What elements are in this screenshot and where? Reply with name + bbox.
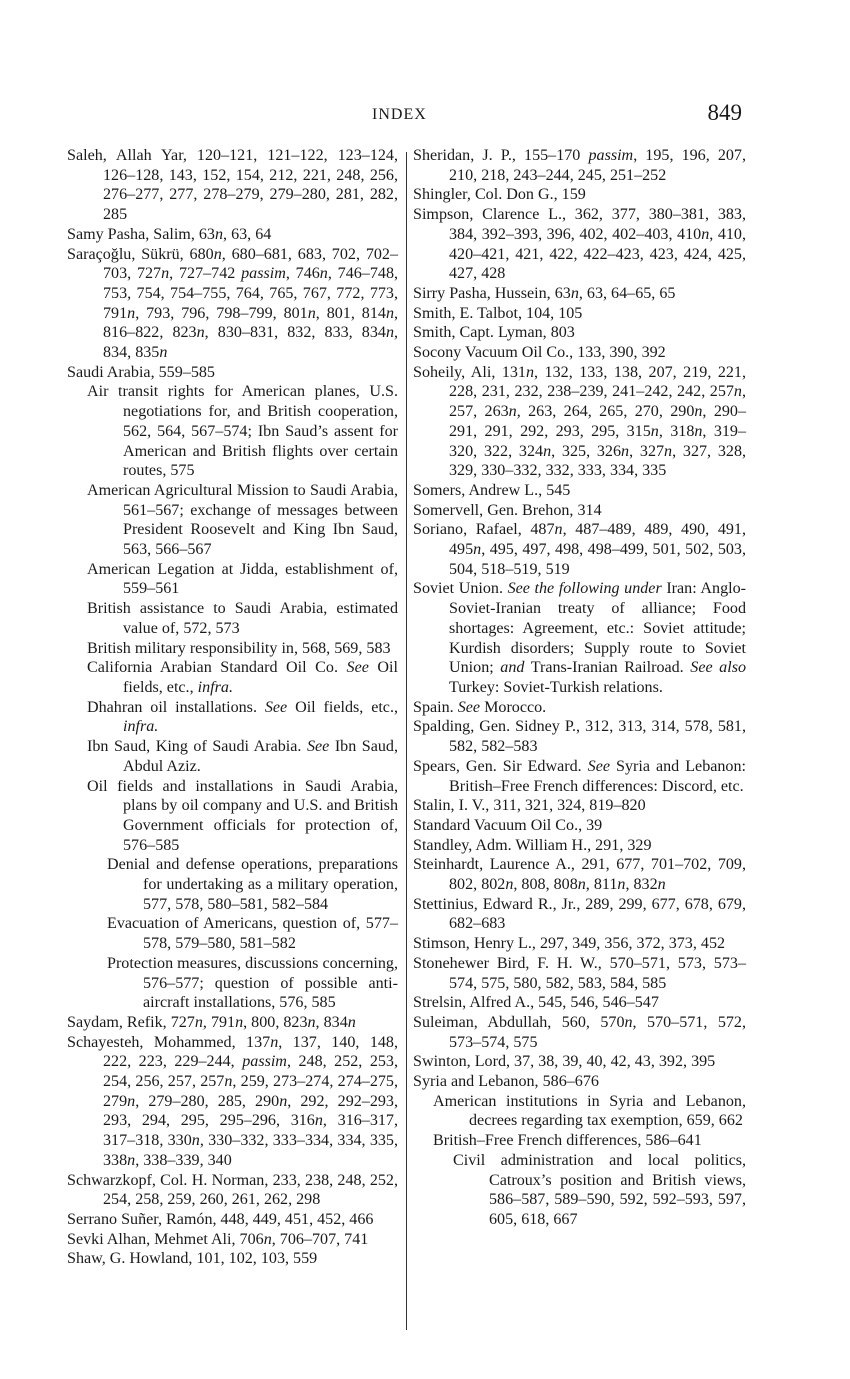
index-entry: Schwarzkopf, Col. H. Norman, 233, 238, 248, 252, 254, 258, 259, 260, 261, 262, 298 (67, 1171, 398, 1209)
index-entry: Steinhardt, Laurence A., 291, 677, 701–702, 709, 802, 802n, 808, 808n, 811n, 832n (413, 856, 746, 894)
index-entry: Socony Vacuum Oil Co., 133, 390, 392 (413, 344, 666, 362)
index-subentry: American Agricultural Mission to Saudi Arabia, 561–567; exchange of messages between President Roosevelt and King Ibn Saud, 563, 566–567 (87, 481, 398, 559)
index-entry: Swinton, Lord, 37, 38, 39, 40, 42, 43, 392, 395 (413, 1053, 716, 1071)
index-entry: Soriano, Rafael, 487n, 487–489, 489, 490, 491, 495n, 495, 497, 498, 498–499, 501, 502, 503, 504, 518–519, 519 (413, 521, 746, 578)
index-subentry: Protection measures, discussions concerning, 576–577; question of possible anti-aircraft installations, 576, 585 (107, 954, 398, 1012)
index-entry: Smith, Capt. Lyman, 803 (413, 324, 575, 342)
index-entry: Spain. See Morocco. (413, 698, 547, 716)
column-divider (406, 152, 407, 1330)
index-subentry: Ibn Saud, King of Saudi Arabia. See Ibn Saud, Abdul Aziz. (87, 738, 398, 775)
index-subentry: British assistance to Saudi Arabia, estimated value of, 572, 573 (87, 600, 398, 637)
index-entry: Sheridan, J. P., 155–170 passim, 195, 196, 207, 210, 218, 243–244, 245, 251–252 (413, 147, 747, 184)
index-entry: Soviet Union. See the following under Iran: Anglo-Soviet-Iranian treaty of alliance; Food shortages: Agreement, etc.: Soviet attitude; Kurdish disorders; Supply route to Soviet Union; and Trans-Iranian Railroad. See also Turkey: Soviet-Turkish relations. (413, 580, 747, 696)
index-entry: Saraçoğlu, Sükrü, 680n, 680–681, 683, 702, 702–703, 727n, 727–742 passim, 746n, 746–748, 753, 754, 754–755, 764, 765, 767, 772, 773, 791n, 793, 796, 798–799, 801n, 801, 814n, 816–822, 823n, 830–831, 832, 833, 834n, 834, 835n (67, 245, 399, 362)
index-subentry: Dhahran oil installations. See Oil fields, etc., infra. (87, 698, 398, 736)
index-subentry: Air transit rights for American planes, U.S. negotiations for, and British cooperation, 562, 564, 567–574; Ibn Saud’s assent for American and British flights over certain routes, 575 (87, 383, 398, 480)
index-entry: Standard Vacuum Oil Co., 39 (413, 816, 603, 834)
index-entry: Standley, Adm. William H., 291, 329 (413, 836, 652, 854)
index-entry: Stettinius, Edward R., Jr., 289, 299, 677, 678, 679, 682–683 (413, 895, 746, 933)
index-entry: Soheily, Ali, 131n, 132, 133, 138, 207, 219, 221, 228, 231, 232, 238–239, 241–242, 242, 257n, 257, 263n, 263, 264, 265, 270, 290n, 290–291, 291, 292, 293, 295, 315n, 318n, 319–320, 322, 324n, 325, 326n, 327n, 327, 328, 329, 330–332, 332, 333, 334, 335 (413, 363, 747, 480)
index-subentry: British military responsibility in, 568, 569, 583 (87, 639, 391, 657)
index-subentry: California Arabian Standard Oil Co. See Oil fields, etc., infra. (87, 659, 398, 696)
index-entry: Somers, Andrew L., 545 (413, 481, 571, 499)
index-entry: Spalding, Gen. Sidney P., 312, 313, 314, 578, 581, 582, 582–583 (413, 718, 746, 756)
index-entry: Strelsin, Alfred A., 545, 546, 546–547 (413, 994, 659, 1012)
index-subentry: Denial and defense operations, preparations for undertaking as a military operation, 577, 578, 580–581, 582–584 (107, 856, 398, 913)
index-column-left (67, 146, 398, 1269)
index-entry: Sirry Pasha, Hussein, 63n, 63, 64–65, 65 (413, 284, 676, 302)
index-subentry: Civil administration and local politics, Catroux’s position and British views, 586–587, 589–590, 592, 592–593, 597, 605, 618, 667 (453, 1151, 746, 1228)
index-entry: Serrano Suñer, Ramón, 448, 449, 451, 452, 466 (67, 1210, 374, 1228)
index-subentry: Evacuation of Americans, question of, 577–578, 579–580, 581–582 (107, 915, 398, 953)
index-entry: Saudi Arabia, 559–585 (67, 363, 215, 381)
index-entry: Smith, E. Talbot, 104, 105 (413, 304, 583, 322)
index-column-right (413, 146, 746, 1230)
index-entry: Schayesteh, Mohammed, 137n, 137, 140, 148, 222, 223, 229–244, passim, 248, 252, 253, 254, 256, 257, 257n, 259, 273–274, 274–275, 279n, 279–280, 285, 290n, 292, 292–293, 293, 294, 295, 295–296, 316n, 316–317, 317–318, 330n, 330–332, 333–334, 334, 335, 338n, 338–339, 340 (67, 1033, 399, 1169)
index-entry: Shingler, Col. Don G., 159 (413, 186, 586, 204)
index-entry: Stonehewer Bird, F. H. W., 570–571, 573, 573–574, 575, 580, 582, 583, 584, 585 (413, 954, 746, 992)
index-entry: Spears, Gen. Sir Edward. See Syria and Lebanon: British–Free French differences: Discord, etc. (413, 757, 747, 795)
running-head (0, 100, 850, 140)
index-subentry: British–Free French differences, 586–641 (433, 1132, 702, 1150)
index-entry: Saleh, Allah Yar, 120–121, 121–122, 123–124, 126–128, 143, 152, 154, 212, 221, 248, 256, 276–277, 277, 278–279, 279–280, 281, 282, 285 (67, 147, 398, 224)
index-entry: Syria and Lebanon, 586–676 (413, 1073, 599, 1091)
index-entry: Samy Pasha, Salim, 63n, 63, 64 (67, 225, 272, 243)
index-entry: Suleiman, Abdullah, 560, 570n, 570–571, 572, 573–574, 575 (413, 1013, 746, 1051)
page-number: 849 (707, 100, 742, 125)
index-entry: Sevki Alhan, Mehmet Ali, 706n, 706–707, 741 (67, 1230, 369, 1248)
index-subentry: American Legation at Jidda, establishment of, 559–561 (87, 560, 398, 598)
index-subentry: American institutions in Syria and Lebanon, decrees regarding tax exemption, 659, 662 (433, 1092, 746, 1130)
index-entry: Simpson, Clarence L., 362, 377, 380–381, 383, 384, 392–393, 396, 402, 402–403, 410n, 410, 420–421, 421, 422, 422–423, 423, 424, 425, 427, 428 (413, 206, 746, 283)
index-subentry: Oil fields and installations in Saudi Arabia, plans by oil company and U.S. and British Government officials for protection of, 576–585 (87, 777, 398, 854)
index-entry: Stimson, Henry L., 297, 349, 356, 372, 373, 452 (413, 935, 726, 953)
index-entry: Stalin, I. V., 311, 321, 324, 819–820 (413, 797, 646, 815)
index-entry: Shaw, G. Howland, 101, 102, 103, 559 (67, 1250, 318, 1268)
index-entry: Saydam, Refik, 727n, 791n, 800, 823n, 834n (67, 1013, 356, 1031)
index-entry: Somervell, Gen. Brehon, 314 (413, 501, 602, 519)
running-head-title: INDEX (372, 106, 427, 123)
